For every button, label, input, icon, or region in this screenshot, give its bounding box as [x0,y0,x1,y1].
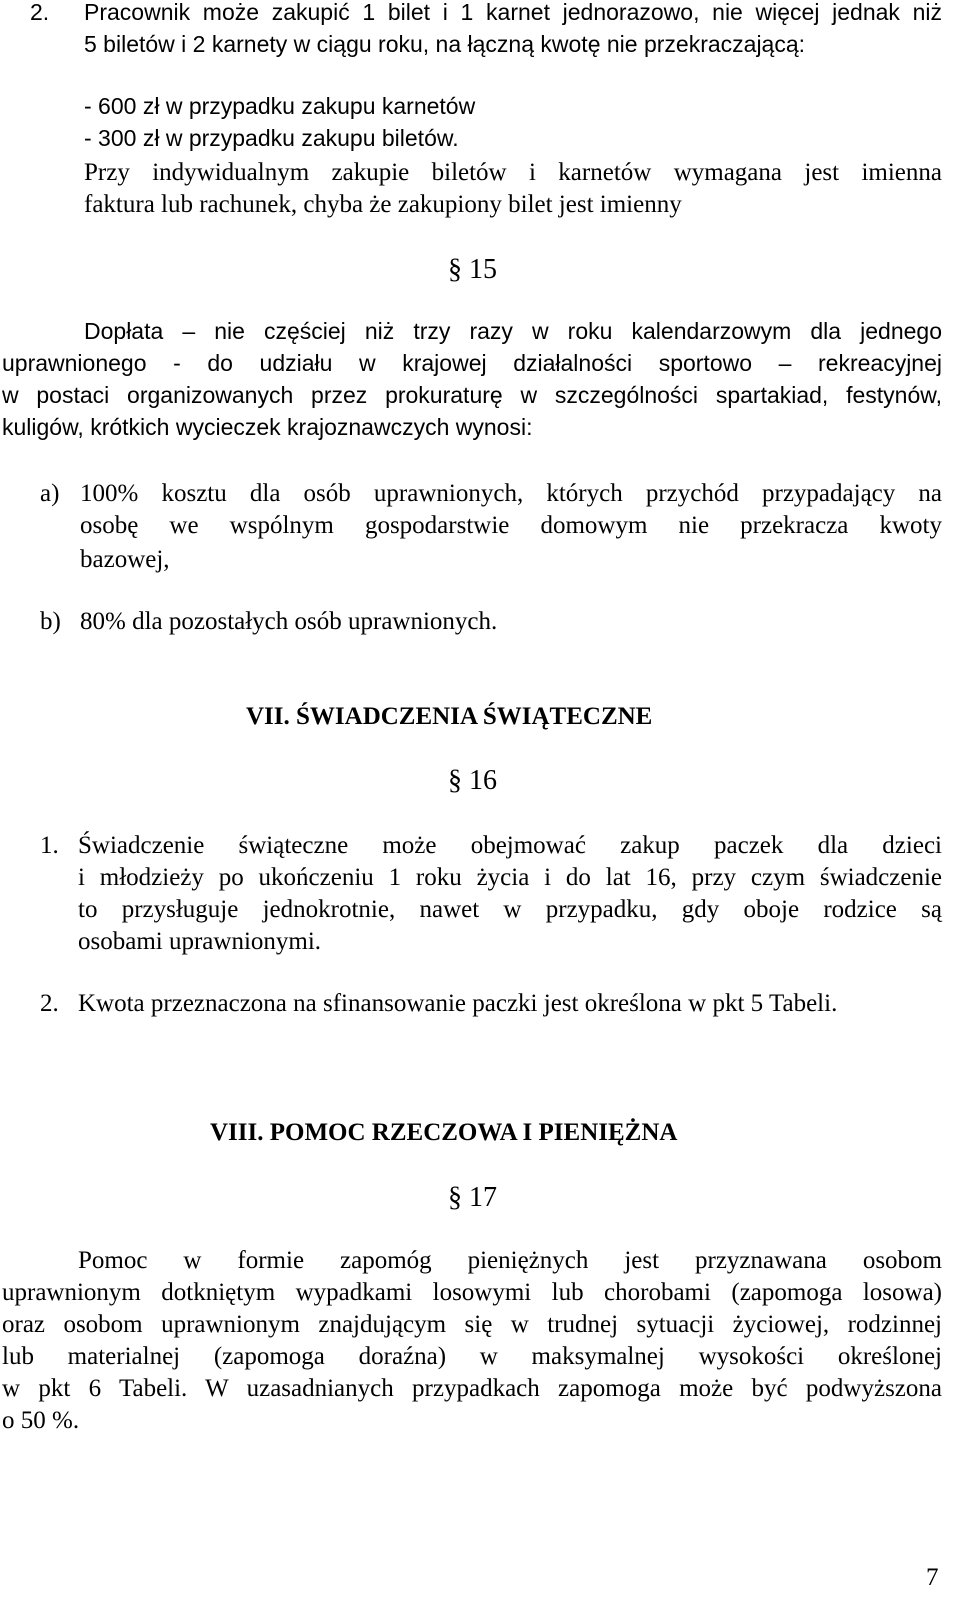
limit-karnety: - 600 zł w przypadku zakupu karnetów [84,93,476,119]
chapter-7-heading: VII. ŚWIADCZENIA ŚWIĄTECZNE [246,703,653,730]
section-17-line-1: Pomoc w formie zapomóg pieniężnych jest przyznawana osobom [78,1247,942,1274]
invoice-note-line-2: faktura lub rachunek, chyba że zakupiony bilet jest imienny [84,191,682,218]
item-1-line-1: Świadczenie świąteczne może obejmować zakup paczek dla dzieci [78,832,942,859]
invoice-note-line-1: Przy indywidualnym zakupie biletów i karnetów wymagana jest imienna [84,159,942,186]
section-17-line-5: w pkt 6 Tabeli. W uzasadnianych przypadkach zapomoga może być podwyższona [2,1375,942,1402]
section-17-line-6: o 50 %. [2,1407,80,1434]
item-2-bottom-number: 2. [40,990,59,1017]
item-2-number: 2. [30,0,50,25]
limit-bilety: - 300 zł w przypadku zakupu biletów. [84,125,459,151]
item-1-line-3: to przysługuje jednokrotnie, nawet w przypadku, gdy oboje rodzice są [78,896,942,923]
section-15-sign: § 15 [448,254,497,285]
item-1-line-2: i młodzieży po ukończeniu 1 roku życia i do lat 16, przy czym świadczenie [78,864,942,891]
section-16-sign: § 16 [448,765,497,796]
point-a-line-1: 100% kosztu dla osób uprawnionych, których przychód przypadający na [80,480,942,507]
item-2-bottom-line-1: Kwota przeznaczona na sfinansowanie paczki jest określona w pkt 5 Tabeli. [78,990,838,1017]
item-1-line-4: osobami uprawnionymi. [78,928,322,955]
section-15-line-1: Dopłata – nie częściej niż trzy razy w roku kalendarzowym dla jednego [84,318,942,344]
point-b-line-1: 80% dla pozostałych osób uprawnionych. [80,608,498,635]
item-1-number: 1. [40,832,59,859]
point-b-label: b) [40,608,61,635]
section-17-sign: § 17 [448,1182,497,1213]
section-17-line-2: uprawnionym dotkniętym wypadkami losowymi lub chorobami (zapomoga losowa) [2,1279,942,1306]
page-number: 7 [926,1564,939,1591]
section-17-line-4: lub materialnej (zapomoga doraźna) w maksymalnej wysokości określonej [2,1343,942,1370]
section-15-line-3: w postaci organizowanych przez prokuraturę w szczególności spartakiad, festynów, [2,382,942,408]
point-a-label: a) [40,480,60,507]
item-2-line-1: Pracownik może zakupić 1 bilet i 1 karnet jednorazowo, nie więcej jednak niż [84,0,942,25]
point-a-line-3: bazowej, [80,546,170,573]
section-17-line-3: oraz osobom uprawnionym znajdującym się w trudnej sytuacji życiowej, rodzinnej [2,1311,942,1338]
chapter-8-heading: VIII. POMOC RZECZOWA I PIENIĘŻNA [210,1119,678,1146]
section-15-line-4: kuligów, krótkich wycieczek krajoznawczych wynosi: [2,414,533,440]
item-2-line-2: 5 biletów i 2 karnety w ciągu roku, na łączną kwotę nie przekraczającą: [84,31,806,57]
point-a-line-2: osobę we wspólnym gospodarstwie domowym nie przekracza kwoty [80,512,942,539]
section-15-line-2: uprawnionego - do udziału w krajowej działalności sportowo – rekreacyjnej [2,350,942,376]
